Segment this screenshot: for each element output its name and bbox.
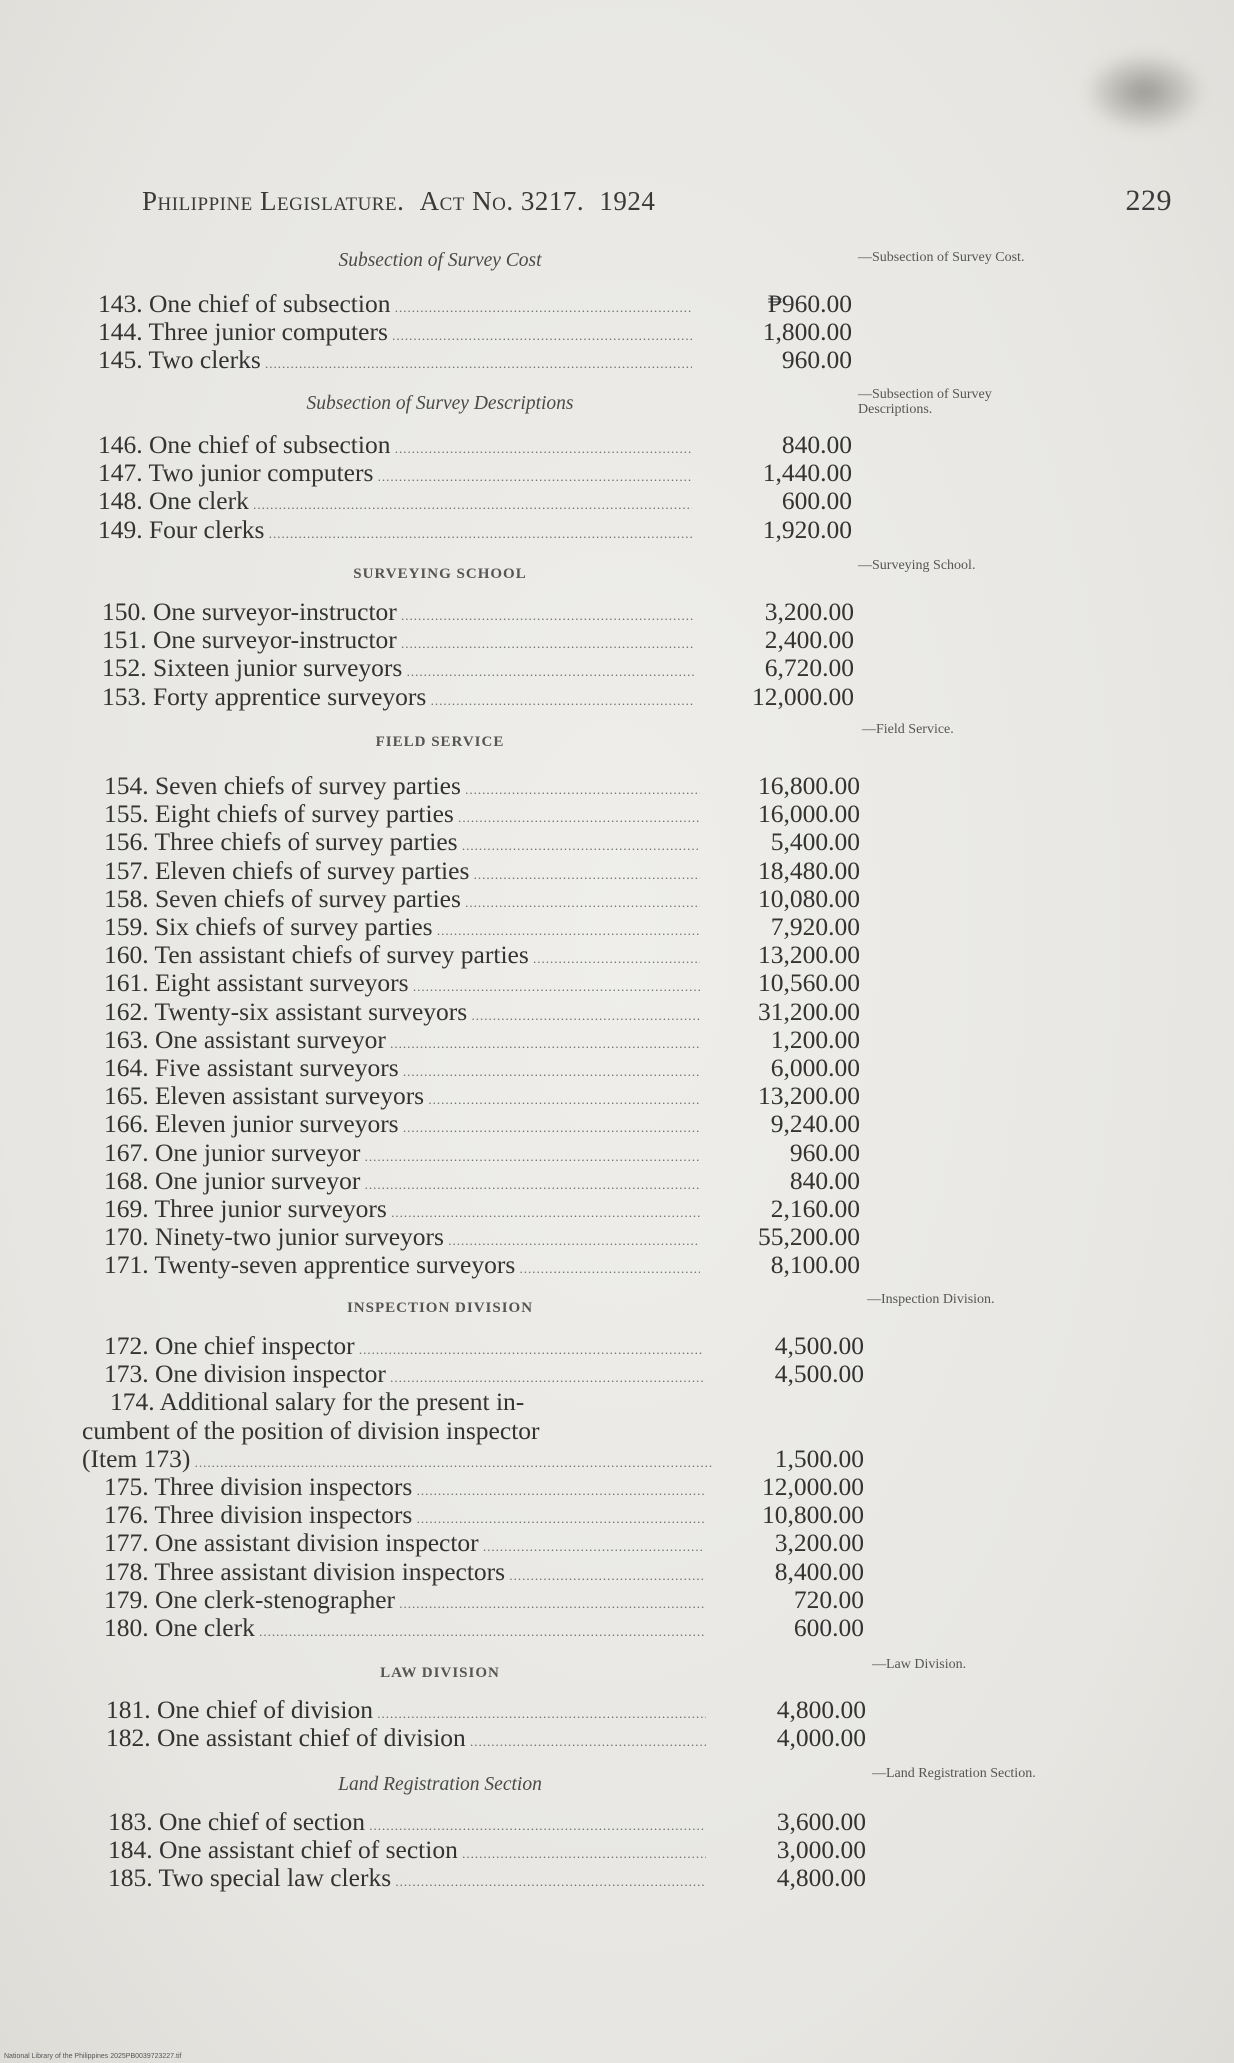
- line-item: [104, 800, 860, 828]
- item-label: 157. Eleven chiefs of survey parties .....: [104, 857, 700, 889]
- line-item: [82, 1445, 864, 1473]
- line-item: [104, 913, 860, 941]
- line-item: [104, 1586, 864, 1614]
- item-amount: 4,800.00: [776, 1863, 866, 1893]
- item-amount: 600.00: [793, 1613, 864, 1642]
- item-label: 179. One clerk-stenographer .....: [104, 1586, 704, 1618]
- item-label: 145. Two clerks .....: [98, 346, 692, 378]
- item-amount: 2,160.00: [770, 1194, 860, 1223]
- item-amount: 3,200.00: [774, 1528, 864, 1558]
- line-item: [82, 1417, 864, 1445]
- item-amount: 960.00: [781, 345, 852, 375]
- item-amount: 55,200.00: [758, 1222, 860, 1252]
- line-item: [98, 459, 852, 487]
- item-label: 180. One clerk .....: [104, 1614, 704, 1646]
- page-number: 229: [1125, 184, 1172, 217]
- item-label: 153. Forty apprentice surveyors .....: [102, 683, 694, 715]
- item-amount: 9,240.00: [770, 1109, 860, 1139]
- margin-note: —Subsection of Survey Cost.: [858, 250, 1025, 265]
- section-title: Subsection of Survey Descriptions: [306, 393, 574, 414]
- line-item: [108, 1864, 866, 1892]
- item-label: 164. Five assistant surveyors .....: [104, 1054, 700, 1086]
- item-amount: 3,000.00: [776, 1835, 866, 1865]
- item-amount: 3,200.00: [764, 597, 854, 626]
- item-amount: 8,100.00: [770, 1250, 860, 1280]
- line-item: [104, 828, 860, 856]
- item-label: 177. One assistant division inspector .....: [104, 1529, 704, 1561]
- item-amount: 10,560.00: [758, 968, 860, 998]
- item-label: 156. Three chiefs of survey parties .....: [104, 828, 700, 860]
- item-label: 184. One assistant chief of section .....: [108, 1836, 706, 1868]
- item-amount: 3,600.00: [776, 1807, 866, 1836]
- item-label: (Item 173) .....: [82, 1445, 714, 1477]
- line-item: [104, 1501, 864, 1529]
- line-item: [106, 1724, 866, 1752]
- line-item: [104, 1529, 864, 1557]
- item-amount: 7,920.00: [770, 912, 860, 941]
- act-year: 1924: [599, 186, 656, 216]
- line-item: [98, 431, 852, 459]
- item-amount: 1,200.00: [770, 1024, 860, 1054]
- item-label: 174. Additional salary for the present in-: [110, 1388, 525, 1417]
- line-item: [104, 885, 860, 913]
- item-label: 154. Seven chiefs of survey parties .....: [104, 772, 700, 804]
- item-amount: 1,800.00: [762, 317, 852, 347]
- item-amount: 12,000.00: [762, 1472, 864, 1501]
- line-item: [104, 772, 860, 800]
- legislature-title: Philippine Legislature.: [142, 186, 405, 216]
- item-label: 176. Three division inspectors .....: [104, 1501, 704, 1533]
- item-label: 182. One assistant chief of division .....: [106, 1724, 706, 1756]
- line-item: [104, 1360, 864, 1388]
- item-amount: 840.00: [789, 1165, 860, 1195]
- item-label: 152. Sixteen junior surveyors .....: [102, 654, 694, 686]
- section-title: Subsection of Survey Cost: [338, 250, 542, 271]
- item-label: 172. One chief inspector .....: [104, 1332, 704, 1364]
- item-label: cumbent of the position of division inspector: [82, 1416, 540, 1445]
- line-item: [98, 318, 852, 346]
- item-label: 170. Ninety-two junior surveyors .....: [104, 1223, 700, 1255]
- line-item: [104, 1054, 860, 1082]
- item-label: 171. Twenty-seven apprentice surveyors .....: [104, 1251, 700, 1283]
- line-item: [108, 1808, 866, 1836]
- line-item: [104, 998, 860, 1026]
- item-label: 162. Twenty-six assistant surveyors .....: [104, 998, 700, 1030]
- line-item: [98, 290, 852, 318]
- item-label: 146. One chief of subsection .....: [98, 431, 692, 463]
- item-amount: 4,500.00: [774, 1359, 864, 1389]
- running-head: [142, 186, 1172, 217]
- item-label: 169. Three junior surveyors .....: [104, 1195, 700, 1227]
- item-label: 143. One chief of subsection .....: [98, 290, 692, 322]
- line-item: [104, 1026, 860, 1054]
- item-label: 163. One assistant surveyor .....: [104, 1026, 700, 1058]
- margin-note: —Law Division.: [872, 1657, 967, 1672]
- margin-note: —Inspection Division.: [867, 1292, 995, 1307]
- item-label: 178. Three assistant division inspectors .....: [104, 1558, 704, 1590]
- item-label: 148. One clerk .....: [98, 487, 692, 519]
- line-item: [104, 1139, 860, 1167]
- line-item: [98, 487, 852, 515]
- section-title: Land Registration Section: [338, 1774, 542, 1795]
- item-amount: 8,400.00: [774, 1556, 864, 1586]
- item-label: 159. Six chiefs of survey parties .....: [104, 913, 700, 945]
- item-amount: 2,400.00: [764, 625, 854, 655]
- line-item: [104, 941, 860, 969]
- item-amount: 4,000.00: [776, 1723, 866, 1753]
- item-label: 144. Three junior computers .....: [98, 318, 692, 350]
- item-amount: 18,480.00: [758, 855, 860, 885]
- item-amount: 720.00: [793, 1584, 864, 1614]
- item-amount: 12,000.00: [752, 681, 854, 711]
- line-item: [102, 654, 854, 682]
- margin-note: —Land Registration Section.: [872, 1766, 1036, 1781]
- margin-note: —Surveying School.: [858, 558, 976, 573]
- item-amount: 4,500.00: [774, 1331, 864, 1360]
- line-item: [104, 1614, 864, 1642]
- line-item: [104, 969, 860, 997]
- section-title: LAW DIVISION: [380, 1665, 500, 1681]
- item-amount: 5,400.00: [770, 827, 860, 857]
- item-label: 166. Eleven junior surveyors .....: [104, 1110, 700, 1142]
- item-label: 168. One junior surveyor .....: [104, 1167, 700, 1199]
- item-amount: 6,720.00: [764, 653, 854, 683]
- section-title: INSPECTION DIVISION: [346, 1300, 534, 1316]
- line-item: [104, 1332, 864, 1360]
- margin-note: —Field Service.: [862, 722, 954, 737]
- item-amount: 1,920.00: [762, 514, 852, 544]
- line-item: [108, 1836, 866, 1864]
- item-label: 149. Four clerks .....: [98, 516, 692, 548]
- item-amount: 960.00: [789, 1137, 860, 1167]
- line-item: [104, 857, 860, 885]
- line-item: [98, 516, 852, 544]
- item-amount: 6,000.00: [770, 1053, 860, 1082]
- line-item: [104, 1251, 860, 1279]
- item-label: 165. Eleven assistant surveyors .....: [104, 1082, 700, 1114]
- item-label: 158. Seven chiefs of survey parties .....: [104, 885, 700, 917]
- item-label: 151. One surveyor-instructor .....: [102, 626, 694, 658]
- item-label: 183. One chief of section .....: [108, 1808, 706, 1840]
- item-amount: 13,200.00: [758, 940, 860, 970]
- item-amount: 10,080.00: [758, 883, 860, 913]
- scan-footer: National Library of the Philippines 2025PB0039723227.tif: [4, 2053, 182, 2060]
- line-item: [102, 626, 854, 654]
- item-label: 150. One surveyor-instructor .....: [102, 598, 694, 630]
- item-amount: 31,200.00: [758, 996, 860, 1026]
- line-item: [104, 1223, 860, 1251]
- item-amount: 13,200.00: [758, 1081, 860, 1111]
- item-label: 155. Eight chiefs of survey parties .....: [104, 800, 700, 832]
- line-item: [104, 1558, 864, 1586]
- line-item: [102, 683, 854, 711]
- line-item: [104, 1167, 860, 1195]
- line-item: [104, 1473, 864, 1501]
- item-amount: 10,800.00: [762, 1500, 864, 1530]
- item-label: 147. Two junior computers .....: [98, 459, 692, 491]
- item-label: 185. Two special law clerks .....: [108, 1864, 706, 1896]
- margin-note: —Subsection of Survey Descriptions.: [858, 387, 992, 417]
- line-item: [110, 1388, 864, 1416]
- item-amount: 1,440.00: [762, 458, 852, 488]
- item-label: 173. One division inspector .....: [104, 1360, 704, 1392]
- item-amount: ₱960.00: [767, 289, 852, 318]
- item-amount: 16,000.00: [758, 799, 860, 829]
- line-item: [102, 598, 854, 626]
- item-amount: 840.00: [781, 430, 852, 459]
- line-item: [104, 1110, 860, 1138]
- page-stain: [1085, 52, 1205, 132]
- act-number: Act No. 3217.: [419, 186, 585, 216]
- item-label: 167. One junior surveyor .....: [104, 1139, 700, 1171]
- line-item: [104, 1195, 860, 1223]
- item-amount: 1,500.00: [774, 1443, 864, 1473]
- item-amount: 600.00: [781, 486, 852, 516]
- section-title: FIELD SERVICE: [375, 734, 505, 750]
- line-item: [98, 346, 852, 374]
- line-item: [104, 1082, 860, 1110]
- item-label: 181. One chief of division .....: [106, 1696, 706, 1728]
- item-label: 160. Ten assistant chiefs of survey parties .....: [104, 941, 700, 973]
- item-label: 175. Three division inspectors .....: [104, 1473, 704, 1505]
- item-amount: 4,800.00: [776, 1695, 866, 1724]
- line-item: [106, 1696, 866, 1724]
- item-amount: 16,800.00: [758, 771, 860, 800]
- section-title: SURVEYING SCHOOL: [353, 566, 527, 582]
- item-label: 161. Eight assistant surveyors .....: [104, 969, 700, 1001]
